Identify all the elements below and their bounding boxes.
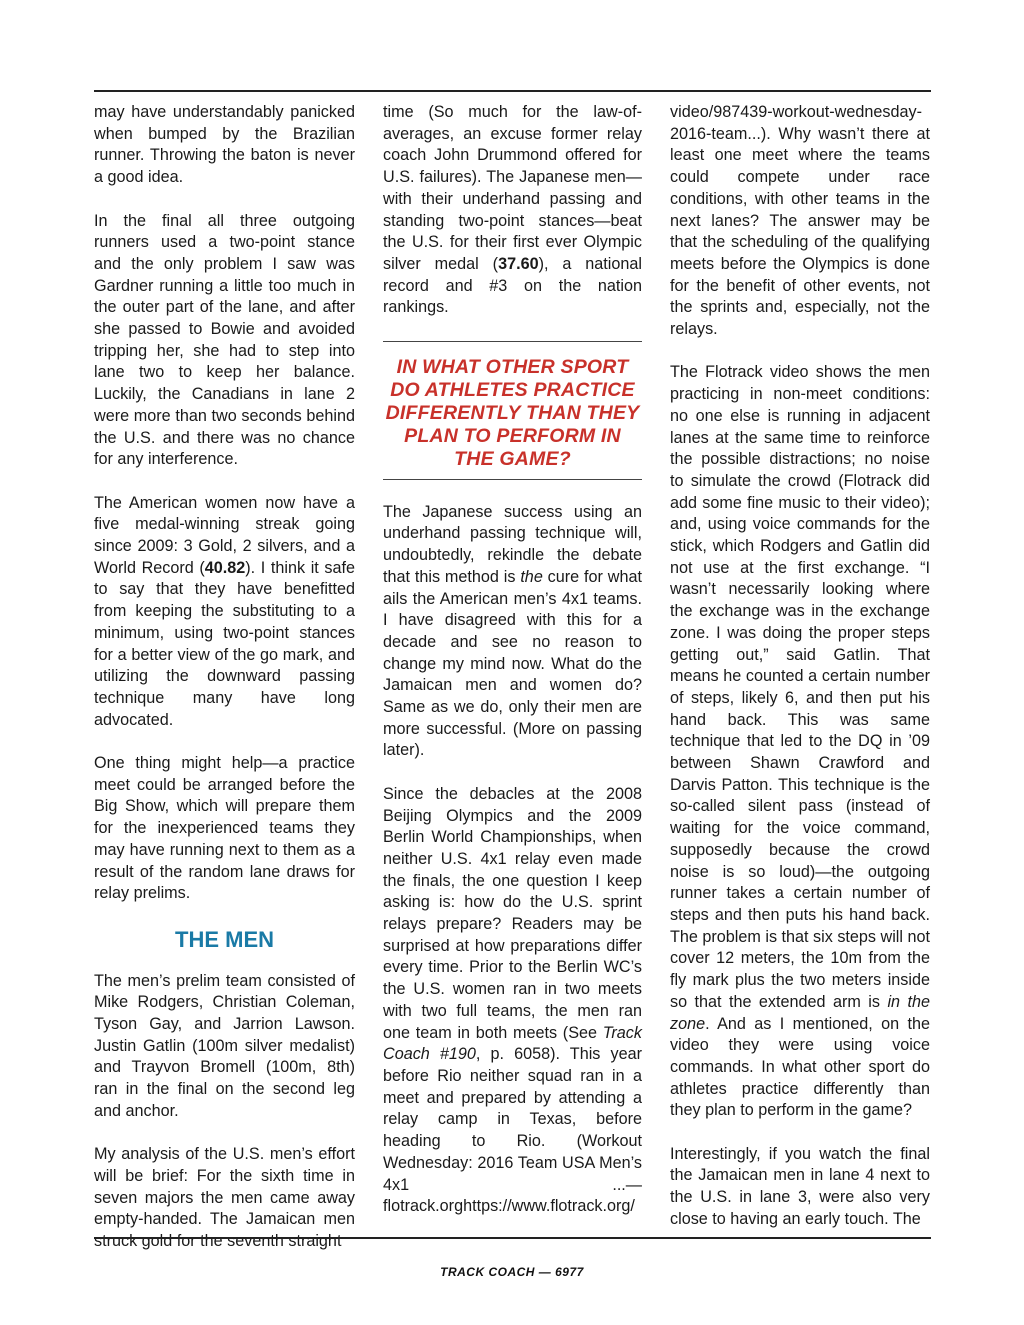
- paragraph: [94, 493, 355, 732]
- paragraph: [670, 362, 930, 1122]
- pull-quote-box: [383, 341, 642, 480]
- paragraph: [383, 502, 642, 762]
- bottom-rule: [94, 1237, 931, 1239]
- italic-emphasis: the: [520, 567, 543, 586]
- text-run: time (So much for the law-of-averages, an excuse former relay coach John Drummond offered for U.S. failures). The Japanese men—with their underhand passing and standing two-point stances—beat the U.S. for their first ever Olympic silver medal (: [383, 103, 642, 273]
- bold-record-time: 37.60: [498, 254, 539, 273]
- text-run: ). I think it safe to say that they have benefitted from keeping the substituting to a minimum, using two-point stances for a better view of the go mark, and utilizing the downward passing technique many have long advocated.: [94, 558, 356, 729]
- text-run: The American women now have a five medal-winning streak going since 2009: 3 Gold, 2 silvers, and a World Record (: [94, 493, 355, 577]
- paragraph: In the final all three outgoing runners used a two-point stance and the only problem I saw was Gardner running a little too much in the outer part of the lane, and after she passed to Bowie and avoided tripping her, she had to step into lane two to keep her balance. Luckily, the Canadians in lane 2 were more than two seconds behind the U.S. and there was no chance for any interference.: [94, 211, 355, 469]
- paragraph: Interestingly, if you watch the final the Jamaican men in lane 4 next to the U.S. in lane 3, were also very close to having an early touch. The: [670, 1144, 930, 1228]
- text-run: . And as I mentioned, on the video they were using voice commands. In what other sport do athletes practice differently than they plan to perform in the game?: [670, 1014, 930, 1120]
- section-heading: THE MEN: [175, 926, 274, 952]
- pull-quote: IN WHAT OTHER SPORT DO ATHLETES PRACTICE DIFFERENTLY THAN THEY PLAN TO PERFORM IN THE GAME?: [385, 355, 640, 470]
- text-run: cure for what ails the American men’s 4x1 teams. I have disagreed with this for a decade and see no reason to change my mind now. What do the Jamaican men and women do? Same as we do, only their men are more successful. (More on passing later).: [383, 567, 642, 760]
- text-run: The Japanese success using an underhand passing technique will, undoubtedly, rekindle the debate that this method is: [383, 502, 642, 586]
- paragraph: My analysis of the U.S. men’s effort will be brief: For the sixth time in seven majors the men came away empty-handed. The Jamaican men struck gold for the seventh straight: [94, 1145, 355, 1251]
- page-footer: TRACK COACH — 6977: [440, 1265, 584, 1279]
- paragraph: video/987439-workout-wednesday-2016-team...). Why wasn’t there at least one meet where the teams could compete under race conditions, with other teams in the next lanes? The answer may be that the scheduling of the qualifying meets before the Olympics is done for the benefit of other events, not the sprints and, especially, not the relays.: [670, 103, 930, 339]
- paragraph: [383, 784, 642, 1218]
- paragraph: may have understandably panicked when bumped by the Brazilian runner. Throwing the baton is never a good idea.: [94, 103, 355, 187]
- column-1: [94, 102, 355, 1253]
- paragraph: [383, 102, 642, 319]
- text-run: Since the debacles at the 2008 Beijing Olympics and the 2009 Berlin World Championships, when neither U.S. 4x1 relay even made the finals, the one question I keep asking is: how do the U.S. sprint relays prepare? Readers may be surprised at how preparations differ every time. Prior to the Berlin WC’s the U.S. women ran in two meets with two full teams, the men ran one team in both meets (See: [383, 784, 642, 1042]
- italic-citation: Track Coach #190: [383, 1023, 642, 1064]
- paragraph: One thing might help—a practice meet could be arranged before the Big Show, which will prepare them for the inexperienced teams they may have running next to them as a result of the random lane draws for relay prelims.: [94, 754, 355, 903]
- top-rule: [94, 90, 931, 92]
- italic-emphasis: in the zone: [670, 992, 930, 1033]
- paragraph: The men’s prelim team consisted of Mike Rodgers, Christian Coleman, Tyson Gay, and Jarrion Lawson. Justin Gatlin (100m silver medalist) and Trayvon Bromell (100m, 8th) ran in the final on the second leg and anchor.: [94, 971, 355, 1120]
- text-run: The Flotrack video shows the men practicing in non-meet conditions: no one else is running in adjacent lanes at the same time to reinforce the possible distractions; no noise to simulate the crowd (Flotrack did add some fine music to their video); and, using voice commands for the stick, which Rodgers and Gatlin did not use at the first exchange. “I wasn’t necessarily looking where the exchange was in the exchange zone. I was doing the proper steps getting out,” said Gatlin. That means he counted a certain number of steps, likely 6, and then put his hand back. This was same technique that led to the DQ in ’09 between Shawn Crawford and Darvis Patton. This technique is the so-called silent pass (instead of waiting for the voice command, supposedly because the crowd noise is so loud)—the outgoing runner takes a certain number of steps and then puts his hand back. The problem is that six steps will not cover 12 meters, the 10m from the fly mark plus the two meters inside so that the extended arm is: [670, 363, 931, 1011]
- bold-record-time: 40.82: [204, 558, 246, 577]
- text-run: , p. 6058). This year before Rio neither squad ran in a meet and prepared by attending a relay camp in Texas, before heading to Rio. (Workout Wednesday: 2016 Team USA Men’s 4x1 ...—flotrack.orghttps://www.flotrack.org/: [383, 1045, 642, 1216]
- text-run: ), a national record and #3 on the nation rankings.: [383, 254, 643, 317]
- column-3: [670, 102, 930, 1231]
- column-2: [383, 102, 642, 1218]
